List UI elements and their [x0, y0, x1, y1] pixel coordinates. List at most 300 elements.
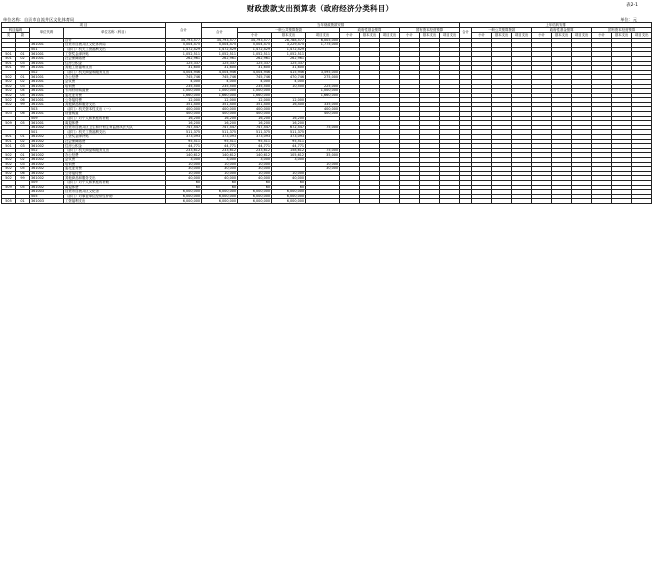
page-title: 财政拨款支出预算表（政府经济分类科目） — [246, 4, 394, 13]
table-cell: 办公经费 — [64, 153, 166, 158]
table-cell: 40,000 — [272, 176, 306, 181]
table-cell: 4,000 — [238, 79, 272, 84]
table-cell: 03 — [16, 61, 30, 66]
table-cell: （部门）对事业单位经常性补助 — [64, 194, 166, 199]
table-cell: 233,612 — [202, 148, 238, 153]
table-cell: 10,000 — [202, 162, 238, 167]
table-cell: 505 — [2, 199, 16, 204]
table-cell: 12,000 — [166, 98, 202, 103]
table-cell: 400,000 — [166, 107, 202, 112]
table-cell: 503 — [30, 107, 64, 112]
table-cell: 501 — [2, 61, 16, 66]
table-cell: 30,000 — [166, 167, 202, 172]
table-cell: 1,472,429 — [166, 47, 202, 52]
table-cell: 44,771 — [202, 144, 238, 149]
table-cell: 6,000,000 — [272, 190, 306, 195]
table-cell: 502 — [2, 176, 16, 181]
table-cell: 361001 — [30, 93, 64, 98]
header-code-group: 科目编码 — [2, 28, 30, 33]
table-cell: 培训费 — [64, 162, 166, 167]
table-cell: 747,547 — [202, 125, 238, 130]
table-cell: 自贡市自流井区文化馆 — [64, 190, 166, 195]
table-cell: 01 — [16, 153, 30, 158]
header-subtotal: 小计 — [400, 33, 420, 38]
table-cell: 16,200 — [166, 121, 202, 126]
header-project: 项 目 — [2, 23, 166, 28]
table-cell: 06 — [16, 171, 30, 176]
table-cell: 361001 — [30, 75, 64, 80]
table-cell: 140,612 — [202, 153, 238, 158]
table-cell: 02 — [16, 139, 30, 144]
table-cell: 6,000,000 — [166, 194, 202, 199]
table-cell: 44,771 — [166, 144, 202, 149]
table-cell: 502 — [2, 162, 16, 167]
table-cell: 培训费 — [64, 84, 166, 89]
table-cell: 125,337 — [272, 61, 306, 66]
table-cell: 400,000 — [238, 107, 272, 112]
table-cell: （部门）对个人和家庭的补助 — [64, 116, 166, 121]
table-cell: 502 — [2, 171, 16, 176]
table-cell: 04 — [16, 89, 30, 94]
table-cell: 离退休费 — [64, 185, 166, 190]
table-cell: 16,200 — [238, 116, 272, 121]
table-cell: 1,472,429 — [272, 47, 306, 52]
table-cell: 16,200 — [166, 116, 202, 121]
table-cell: 361002 — [30, 139, 64, 144]
table-cell: 60 — [202, 180, 238, 185]
table-cell: 其他工资福利支出 — [64, 66, 166, 71]
header-kind: 类 — [2, 33, 16, 38]
header-basic: 基本支出 — [612, 33, 632, 38]
table-cell: 05 — [16, 167, 30, 172]
table-cell: 05 — [16, 185, 30, 190]
header-sum-prior: 合计 — [460, 28, 472, 38]
table-cell: 140,612 — [166, 153, 202, 158]
table-cell: 1,052,511 — [202, 52, 238, 57]
table-cell: （部门）机关商品和服务支出 — [64, 148, 166, 153]
table-cell — [492, 199, 512, 204]
table-cell: 373,093 — [272, 135, 306, 140]
table-cell: 社会保障缴费 — [64, 56, 166, 61]
table-cell: 502 — [2, 167, 16, 172]
table-cell: 502 — [2, 153, 16, 158]
table-cell: 6,000,000 — [238, 199, 272, 204]
table-cell: 1,052,511 — [238, 52, 272, 57]
table-cell: 设备购置 — [64, 112, 166, 117]
table-cell: 1,052,511 — [166, 52, 202, 57]
table-cell: 235,500 — [238, 84, 272, 89]
table-cell: 5,004,475 — [238, 43, 272, 48]
table-cell: 12,000 — [272, 98, 306, 103]
table-cell: 501 — [2, 144, 16, 149]
table-cell: 1,472,429 — [238, 47, 272, 52]
table-cell: 99 — [16, 66, 30, 71]
table-cell: 501 — [30, 130, 64, 135]
header-subtotal: 小计 — [592, 33, 612, 38]
header-prior-year: 上年结转安排 — [460, 23, 652, 28]
currency-unit: 单位：元 — [620, 17, 637, 22]
table-cell: 373,093 — [166, 135, 202, 140]
table-cell: 30,000 — [238, 167, 272, 172]
table-cell: 3,000 — [202, 158, 238, 163]
table-cell: 34,793,577 — [166, 38, 202, 43]
table-cell: 1,660,000 — [166, 93, 202, 98]
table-cell: 1,472,429 — [202, 47, 238, 52]
table-cell: 16,200 — [272, 121, 306, 126]
table-cell: 235,500 — [166, 84, 202, 89]
table-cell: 503 — [2, 112, 16, 117]
table-cell: 361002 — [30, 176, 64, 181]
table-cell: 511,375 — [202, 130, 238, 135]
table-cell: 335,000 — [306, 102, 340, 107]
table-cell: 住房公积金 — [64, 144, 166, 149]
table-cell: 75,000 — [306, 148, 340, 153]
table-cell: 12,000 — [238, 98, 272, 103]
table-cell: 60 — [238, 180, 272, 185]
table-cell: 办公经费 — [64, 75, 166, 80]
table-cell: 361002 — [30, 144, 64, 149]
table-cell: 95,511 — [202, 139, 238, 144]
header-item: 款 — [16, 33, 30, 38]
table-cell: 01 — [16, 52, 30, 57]
table-cell: 合计 — [64, 38, 166, 43]
table-cell: （部门）机关工资福利支出 — [64, 130, 166, 135]
header-gpb: 一般公共预算拨款 — [238, 28, 340, 33]
table-cell: 05 — [16, 93, 30, 98]
table-cell: 16,200 — [202, 116, 238, 121]
table-cell: 361002 — [30, 135, 64, 140]
table-cell: 4,000 — [166, 79, 202, 84]
header-subtotal: 小计 — [238, 33, 272, 38]
table-cell: 31,600 — [166, 66, 202, 71]
table-cell: 10,000 — [238, 162, 272, 167]
header-basic: 基本支出 — [492, 33, 512, 38]
table-cell: 会议费 — [64, 79, 166, 84]
table-cell: 10,500 — [272, 84, 306, 89]
table-cell: 225,000 — [306, 84, 340, 89]
table-cell: （部门）机关商品和服务支出 — [64, 70, 166, 75]
table-cell: 361001 — [30, 66, 64, 71]
header-project-exp: 项目支出 — [440, 33, 460, 38]
table-cell: 262,961 — [272, 56, 306, 61]
table-cell: 361003 — [30, 190, 64, 195]
table-cell: 351,400 — [238, 102, 272, 107]
table-cell: 745,746 — [238, 75, 272, 80]
table-cell: 373,093 — [238, 135, 272, 140]
table-cell: （部门）机关资本性支出（一） — [64, 107, 166, 112]
table-cell: 6,000,000 — [202, 194, 238, 199]
table-cell: 361002 — [30, 125, 64, 130]
header-project-exp: 项目支出 — [572, 33, 592, 38]
table-cell: 会议费 — [64, 158, 166, 163]
table-cell: 35,000 — [306, 153, 340, 158]
table-cell: 6,000,000 — [202, 190, 238, 195]
table-cell — [460, 199, 472, 204]
table-cell: 住房公积金 — [64, 61, 166, 66]
table-cell — [552, 199, 572, 204]
table-cell: 28,788,577 — [272, 38, 306, 43]
table-cell: 1,775,000 — [306, 43, 340, 48]
table-cell: 16,200 — [238, 121, 272, 126]
header-subtotal: 小计 — [532, 33, 552, 38]
table-cell — [632, 199, 652, 204]
table-cell: 委托业务费 — [64, 167, 166, 172]
table-cell — [420, 199, 440, 204]
table-cell: 502 — [2, 84, 16, 89]
table-cell: 3,000 — [238, 158, 272, 163]
table-cell: 415,946 — [272, 70, 306, 75]
table-cell: 400,000 — [166, 112, 202, 117]
table-cell: 361002 — [30, 167, 64, 172]
table-cell: 95,511 — [166, 139, 202, 144]
table-cell — [306, 199, 340, 204]
table-cell: 1,660,000 — [202, 93, 238, 98]
table-cell: 501 — [2, 52, 16, 57]
table-cell: 745,746 — [166, 75, 202, 80]
table-cell: 03 — [16, 84, 30, 89]
table-cell: 1,000,000 — [306, 89, 340, 94]
table-cell: 125,337 — [166, 61, 202, 66]
table-cell: 10,000 — [306, 162, 340, 167]
table-cell: 501 — [2, 66, 16, 71]
table-cell: 60 — [238, 185, 272, 190]
header-basic: 基本支出 — [272, 33, 306, 38]
table-cell: 16,200 — [202, 121, 238, 126]
table-cell: 34,793,577 — [202, 38, 238, 43]
table-cell: 60 — [272, 180, 306, 185]
table-cell: 502 — [2, 75, 16, 80]
table-cell: 4,000 — [202, 79, 238, 84]
header-state-capital-prior: 国有资本经营预算 — [592, 28, 652, 33]
table-cell: 公务接待费 — [64, 171, 166, 176]
table-cell — [400, 199, 420, 204]
table-cell: （部门）对个人和家庭的补助 — [64, 180, 166, 185]
header-project-exp: 项目支出 — [380, 33, 400, 38]
table-cell: 75,000 — [306, 125, 340, 130]
header-gov-fund-prior: 政府性基金预算 — [532, 28, 592, 33]
table-cell: 6,000,000 — [272, 194, 306, 199]
table-cell: 6,000,000 — [202, 199, 238, 204]
table-cell: 511,375 — [272, 130, 306, 135]
header-gov-fund: 政府性基金预算 — [340, 28, 400, 33]
table-cell: 502 — [2, 93, 16, 98]
table-cell: 10,000 — [272, 171, 306, 176]
table-cell: 262,961 — [238, 56, 272, 61]
table-cell: 02 — [16, 158, 30, 163]
table-cell: 400,000 — [202, 107, 238, 112]
table-cell: 262,961 — [166, 56, 202, 61]
table-cell: 351,400 — [166, 102, 202, 107]
table-cell: 672,547 — [272, 125, 306, 130]
table-cell — [572, 199, 592, 204]
table-cell: 1,000,000 — [202, 89, 238, 94]
table-cell: 747,547 — [238, 125, 272, 130]
table-cell: 361001 — [30, 89, 64, 94]
table-cell: 10,000 — [202, 171, 238, 176]
table-cell: 361002 — [30, 171, 64, 176]
table-cell — [532, 199, 552, 204]
table-cell: 10,000 — [166, 162, 202, 167]
table-cell: 01 — [16, 75, 30, 80]
header-project-exp: 项目支出 — [306, 33, 340, 38]
budget-table — [1, 22, 652, 204]
table-cell: 502 — [2, 158, 16, 163]
table-cell: 60 — [166, 185, 202, 190]
table-cell: 5,004,475 — [166, 43, 202, 48]
table-cell: 400,000 — [306, 112, 340, 117]
table-cell: 502 — [2, 89, 16, 94]
table-cell: 1,660,000 — [306, 93, 340, 98]
table-cell: （部门）机关工资福利支出 — [64, 47, 166, 52]
table-cell: 03 — [16, 162, 30, 167]
table-cell: 30,000 — [306, 167, 340, 172]
table-cell — [472, 199, 492, 204]
table-cell: 44,771 — [272, 144, 306, 149]
form-number: 表2-1 — [626, 3, 638, 8]
table-cell: 400,000 — [238, 112, 272, 117]
table-cell: 离退休费 — [64, 121, 166, 126]
table-cell: 社会保障缴费 — [64, 139, 166, 144]
table-cell: 06 — [16, 112, 30, 117]
table-cell: 01 — [16, 199, 30, 204]
table-cell: 361001 — [30, 102, 64, 107]
table-cell: 158,612 — [272, 148, 306, 153]
table-cell: 747,547 — [166, 125, 202, 130]
table-cell: 02 — [16, 56, 30, 61]
table-cell: 6,000,000 — [238, 190, 272, 195]
table-cell — [512, 199, 532, 204]
table-cell: 4,004,946 — [202, 70, 238, 75]
table-cell: 34,793,577 — [238, 38, 272, 43]
table-cell: 509 — [2, 185, 16, 190]
table-cell: 4,000 — [272, 79, 306, 84]
table-cell: 95,511 — [272, 139, 306, 144]
table-cell: 31,600 — [238, 66, 272, 71]
table-cell: 委托业务费 — [64, 93, 166, 98]
table-cell: 745,746 — [202, 75, 238, 80]
unit-name: 单位名称：自贡市自流井区文化体育局 — [3, 17, 75, 22]
table-cell: 工资奖金津补贴 — [64, 135, 166, 140]
table-cell: 125,337 — [238, 61, 272, 66]
table-cell: 3,000 — [272, 158, 306, 163]
table-cell: 6,000,000 — [166, 199, 202, 204]
table-cell: 专用材料购置费 — [64, 89, 166, 94]
table-cell: 16,200 — [272, 116, 306, 121]
table-cell: 400,000 — [202, 112, 238, 117]
table-cell: 03 — [16, 144, 30, 149]
table-cell: 125,337 — [202, 61, 238, 66]
table-cell: 235,500 — [202, 84, 238, 89]
table-cell: 233,612 — [166, 148, 202, 153]
table-cell: 400,000 — [306, 107, 340, 112]
table-cell: 233,612 — [238, 148, 272, 153]
table-cell: 1,000,000 — [238, 89, 272, 94]
table-cell: 1,052,511 — [272, 52, 306, 57]
table-cell: 99 — [16, 176, 30, 181]
table-cell: 361001 — [30, 43, 64, 48]
table-cell: 6,000,000 — [166, 190, 202, 195]
table-cell: 40,000 — [202, 176, 238, 181]
header-current-year: 当年财政拨款安排 — [202, 23, 460, 28]
header-basic: 基本支出 — [360, 33, 380, 38]
table-cell: 16,400 — [272, 102, 306, 107]
table-cell: 自贡市自流井区卫生和计划生育监督执法大队 — [64, 125, 166, 130]
table-cell: 361001 — [30, 98, 64, 103]
header-project-exp: 项目支出 — [632, 33, 652, 38]
table-cell: 140,612 — [238, 153, 272, 158]
table-cell: 501 — [2, 139, 16, 144]
table-cell: 60 — [272, 185, 306, 190]
table-cell: 361001 — [30, 112, 64, 117]
table-cell: 262,961 — [202, 56, 238, 61]
table-cell: 501 — [2, 135, 16, 140]
table-cell — [592, 199, 612, 204]
header-total: 合计 — [166, 23, 202, 39]
table-cell: 4,004,946 — [238, 70, 272, 75]
table-cell: 361002 — [30, 158, 64, 163]
table-cell: 工资奖金津补贴 — [64, 52, 166, 57]
table-cell: 361002 — [30, 185, 64, 190]
table-cell: 361002 — [30, 153, 64, 158]
header-subtotal: 小计 — [472, 33, 492, 38]
table-body — [2, 38, 652, 203]
table-cell: 31,600 — [272, 66, 306, 71]
table-cell: 06 — [16, 98, 30, 103]
table-cell: 275,000 — [306, 75, 340, 80]
header-basic: 基本支出 — [420, 33, 440, 38]
table-cell: 自贡市自流井区文化体育局 — [64, 43, 166, 48]
table-cell: 其他商品和服务支出 — [64, 102, 166, 107]
table-cell: 1,660,000 — [238, 93, 272, 98]
table-cell — [380, 199, 400, 204]
table-cell: 361001 — [30, 79, 64, 84]
table-cell: 509 — [30, 180, 64, 185]
table-cell — [612, 199, 632, 204]
table-cell: 40,000 — [166, 176, 202, 181]
table-cell: 361001 — [30, 61, 64, 66]
table-row — [2, 199, 652, 204]
table-cell: 511,375 — [166, 130, 202, 135]
table-cell: 10,000 — [238, 171, 272, 176]
table-cell: 6,000,000 — [238, 194, 272, 199]
table-cell: 361001 — [30, 52, 64, 57]
table-cell — [440, 199, 460, 204]
table-cell: 361001 — [30, 84, 64, 89]
table-cell: 361001 — [30, 121, 64, 126]
table-cell: 502 — [30, 70, 64, 75]
table-cell: 4,004,946 — [166, 70, 202, 75]
table-cell: 511,375 — [238, 130, 272, 135]
table-cell: 509 — [2, 121, 16, 126]
table-cell: 502 — [30, 148, 64, 153]
header-subtotal: 小计 — [340, 33, 360, 38]
table-cell: 361002 — [30, 162, 64, 167]
table-cell: 02 — [16, 79, 30, 84]
table-cell — [360, 199, 380, 204]
table-cell: 502 — [2, 102, 16, 107]
header-unit-code: 单位代码 — [30, 28, 64, 38]
header-state-capital: 国有资本经营预算 — [400, 28, 460, 33]
header-project-exp: 项目支出 — [512, 33, 532, 38]
table-cell: 40,000 — [238, 176, 272, 181]
table-cell: 509 — [30, 116, 64, 121]
table-cell: 30,000 — [202, 167, 238, 172]
table-cell: 99 — [16, 102, 30, 107]
table-cell: 60 — [202, 185, 238, 190]
table-cell: 373,093 — [202, 135, 238, 140]
table-cell: 10,000 — [166, 171, 202, 176]
table-cell: 502 — [2, 79, 16, 84]
